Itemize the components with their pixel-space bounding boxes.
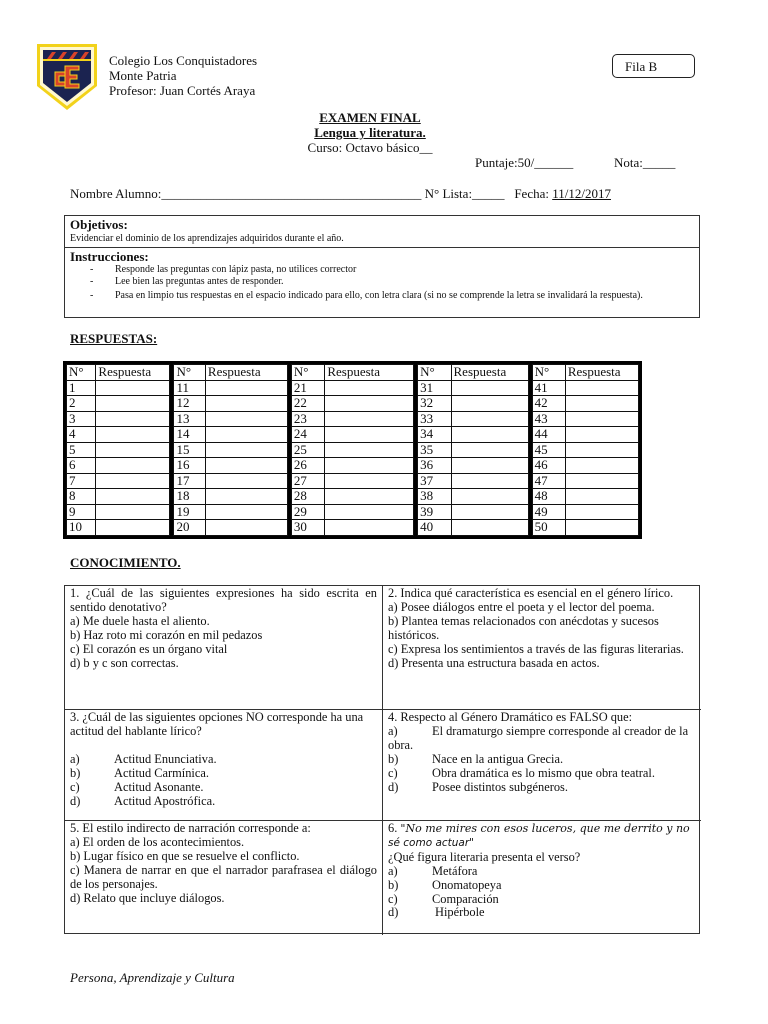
answer-row: [532, 520, 638, 536]
question-number: 27: [291, 473, 324, 489]
answer-row: [291, 504, 413, 520]
question-number: 26: [291, 458, 324, 474]
answer-row: [291, 489, 413, 505]
objectives-section: [65, 216, 699, 248]
answer-row: [174, 458, 287, 474]
course-label: Curso: Octavo básico__: [307, 140, 433, 155]
answer-cell[interactable]: [205, 442, 287, 458]
num-header: N°: [418, 365, 451, 381]
answer-cell[interactable]: [96, 380, 170, 396]
objectives-box: [64, 215, 700, 318]
question-number: 1: [67, 380, 96, 396]
question-2: [383, 586, 701, 710]
answer-header: Respuesta: [205, 365, 287, 381]
answer-row: [174, 380, 287, 396]
option-d: d) Hipérbole: [388, 905, 485, 920]
question-number: 39: [418, 504, 451, 520]
answer-row: [67, 489, 170, 505]
answer-row: [291, 442, 413, 458]
objectives-text: Evidenciar el dominio de los aprendizajes adquiridos durante el año.: [70, 233, 344, 244]
answer-cell[interactable]: [565, 473, 638, 489]
option-d: d) b y c son correctas.: [70, 655, 179, 670]
question-quote: 6. "No me mires con esos luceros, que me derrito y no sé como actuar": [388, 821, 690, 849]
question-number: 8: [67, 489, 96, 505]
answer-row: [174, 520, 287, 536]
option-b: b) Haz roto mi corazón en mil pedazos: [70, 627, 263, 642]
option-d: d) Posee distintos subgéneros.: [388, 779, 568, 794]
option-d: d) Presenta una estructura basada en actos.: [388, 655, 600, 670]
question-number: 9: [67, 504, 96, 520]
answer-row: [174, 396, 287, 412]
puntaje-field: Puntaje:50/______: [475, 155, 574, 170]
answer-cell[interactable]: [451, 396, 528, 412]
option-a: a) Metáfora: [388, 863, 478, 878]
option-d: d) Relato que incluye diálogos.: [70, 890, 225, 905]
answer-cell[interactable]: [451, 520, 528, 536]
knowledge-title: CONOCIMIENTO.: [70, 555, 181, 570]
student-info-row: [70, 186, 695, 202]
answer-cell[interactable]: [325, 427, 414, 443]
answer-row: [418, 504, 528, 520]
answer-cell[interactable]: [565, 396, 638, 412]
question-number: 38: [418, 489, 451, 505]
answer-row: [174, 411, 287, 427]
exam-title: EXAMEN FINAL: [319, 110, 421, 125]
answer-row: [532, 504, 638, 520]
question-number: 44: [532, 427, 565, 443]
answer-row: [67, 520, 170, 536]
question-stem: 3. ¿Cuál de las siguientes opciones NO corresponde ha una actitud del hablante lírico?: [70, 710, 364, 738]
instruction-item: - Pasa en limpio tus respuestas en el espacio indicado para ello, con letra clara (si no se comprende la letra se invalidará la respuesta).: [90, 290, 643, 301]
answer-cell[interactable]: [565, 442, 638, 458]
question-number: 30: [291, 520, 324, 536]
answer-row: [174, 504, 287, 520]
question-number: 25: [291, 442, 324, 458]
question-number: 2: [67, 396, 96, 412]
question-number: 50: [532, 520, 565, 536]
answer-row: [67, 427, 170, 443]
answer-row: [291, 520, 413, 536]
answer-cell[interactable]: [451, 473, 528, 489]
question-number: 32: [418, 396, 451, 412]
school-info: [109, 53, 257, 98]
question-number: 20: [174, 520, 205, 536]
answer-cell[interactable]: [96, 427, 170, 443]
option-a: a) Posee diálogos entre el poeta y el lector del poema.: [388, 599, 655, 614]
answer-header: Respuesta: [96, 365, 170, 381]
answer-row: [291, 458, 413, 474]
question-number: 36: [418, 458, 451, 474]
answer-cell[interactable]: [96, 520, 170, 536]
answer-cell[interactable]: [325, 458, 414, 474]
question-3: [65, 710, 383, 821]
answer-cell[interactable]: [205, 411, 287, 427]
date-value: 11/12/2017: [552, 186, 611, 201]
school-crest-icon: [35, 42, 99, 112]
nota-field: Nota:_____: [614, 155, 676, 170]
instructions-section: [65, 248, 699, 303]
answer-row: [532, 473, 638, 489]
answer-row: [532, 380, 638, 396]
answer-cell[interactable]: [205, 396, 287, 412]
answer-row: [418, 489, 528, 505]
question-number: 22: [291, 396, 324, 412]
answers-header-row: [174, 365, 287, 381]
answer-cell[interactable]: [325, 411, 414, 427]
num-header: N°: [291, 365, 324, 381]
answer-cell[interactable]: [565, 520, 638, 536]
answer-row: [291, 411, 413, 427]
answer-cell[interactable]: [96, 411, 170, 427]
question-number: 31: [418, 380, 451, 396]
answer-row: [174, 442, 287, 458]
option-a: a) El orden de los acontecimientos.: [70, 834, 245, 849]
answer-cell[interactable]: [205, 520, 287, 536]
answer-row: [418, 427, 528, 443]
question-number: 34: [418, 427, 451, 443]
answers-table: [63, 361, 642, 539]
question-number: 11: [174, 380, 205, 396]
school-name: Colegio Los Conquistadores: [109, 53, 258, 68]
answer-row: [291, 427, 413, 443]
option-b: b) Onomatopeya: [388, 877, 502, 892]
answer-row: [532, 458, 638, 474]
list-number-field: N° Lista:_____: [424, 186, 505, 201]
answer-cell[interactable]: [205, 489, 287, 505]
question-1: [65, 586, 383, 710]
answer-cell[interactable]: [451, 458, 528, 474]
subject-title: Lengua y literatura.: [314, 125, 426, 140]
question-number: 13: [174, 411, 205, 427]
answer-cell[interactable]: [205, 380, 287, 396]
question-number: 18: [174, 489, 205, 505]
question-stem: 2. Indica qué característica es esencial en el género lírico.: [388, 586, 674, 600]
answer-row: [67, 458, 170, 474]
answer-row: [291, 380, 413, 396]
question-5: [65, 821, 383, 935]
question-number: 7: [67, 473, 96, 489]
option-c: c) Actitud Asonante.: [70, 779, 204, 794]
question-number: 35: [418, 442, 451, 458]
answer-row: [67, 411, 170, 427]
question-number: 12: [174, 396, 205, 412]
question-number: 19: [174, 504, 205, 520]
option-b: b) Lugar físico en que se resuelve el conflicto.: [70, 848, 300, 863]
answer-cell[interactable]: [325, 504, 414, 520]
option-d: d) Actitud Apostrófica.: [70, 793, 216, 808]
answer-row: [532, 427, 638, 443]
question-number: 49: [532, 504, 565, 520]
teacher-name: Profesor: Juan Cortés Araya: [109, 83, 256, 98]
answer-row: [418, 396, 528, 412]
answers-header-row: [67, 365, 170, 381]
answer-cell[interactable]: [325, 442, 414, 458]
answer-cell[interactable]: [325, 520, 414, 536]
answer-cell[interactable]: [325, 473, 414, 489]
answer-cell[interactable]: [325, 396, 414, 412]
question-number: 16: [174, 458, 205, 474]
answer-cell[interactable]: [205, 458, 287, 474]
option-b: b) Plantea temas relacionados con anécdotas y sucesos históricos.: [388, 613, 659, 642]
objectives-title: Objetivos:: [70, 217, 128, 232]
answer-row: [418, 442, 528, 458]
answer-cell[interactable]: [96, 504, 170, 520]
answer-row: [174, 489, 287, 505]
num-header: N°: [174, 365, 205, 381]
answer-row: [418, 520, 528, 536]
answer-row: [418, 380, 528, 396]
question-number: 47: [532, 473, 565, 489]
question-stem: ¿Qué figura literaria presenta el verso?: [388, 849, 581, 864]
answer-header: Respuesta: [565, 365, 638, 381]
option-c: c) Obra dramática es lo mismo que obra teatral.: [388, 765, 655, 780]
question-number: 10: [67, 520, 96, 536]
question-number: 42: [532, 396, 565, 412]
question-stem: 4. Respecto al Género Dramático es FALSO que:: [388, 710, 633, 724]
answer-cell[interactable]: [205, 473, 287, 489]
question-number: 6: [67, 458, 96, 474]
answer-row: [291, 473, 413, 489]
instructions-title: Instrucciones:: [70, 249, 149, 264]
answer-cell[interactable]: [96, 458, 170, 474]
answer-cell[interactable]: [96, 396, 170, 412]
question-stem: 1. ¿Cuál de las siguientes expresiones ha sido escrita en sentido denotativo?: [70, 586, 377, 614]
answer-cell[interactable]: [451, 489, 528, 505]
answer-cell[interactable]: [565, 489, 638, 505]
question-number: 5: [67, 442, 96, 458]
answer-row: [532, 411, 638, 427]
question-number: 17: [174, 473, 205, 489]
num-header: N°: [532, 365, 565, 381]
answer-row: [67, 396, 170, 412]
question-number: 43: [532, 411, 565, 427]
instruction-item: - Lee bien las preguntas antes de responder.: [90, 276, 284, 287]
answer-cell[interactable]: [205, 504, 287, 520]
question-number: 29: [291, 504, 324, 520]
footer-motto: Persona, Aprendizaje y Cultura: [70, 970, 235, 985]
option-a: a) El dramaturgo siempre corresponde al creador de la obra.: [388, 723, 689, 752]
answers-column-3: [291, 364, 414, 536]
answer-row: [291, 396, 413, 412]
answer-cell[interactable]: [565, 427, 638, 443]
answers-header-row: [291, 365, 413, 381]
answer-cell[interactable]: [325, 380, 414, 396]
fila-label: Fila B: [612, 54, 695, 78]
answer-cell[interactable]: [96, 442, 170, 458]
answers-header-row: [532, 365, 638, 381]
question-6: [383, 821, 701, 935]
question-number: 15: [174, 442, 205, 458]
school-location: Monte Patria: [109, 68, 177, 83]
answer-cell[interactable]: [96, 489, 170, 505]
option-c: c) El corazón es un órgano vital: [70, 641, 228, 656]
option-c: c) Expresa los sentimientos a través de las figuras literarias.: [388, 641, 684, 656]
answer-header: Respuesta: [325, 365, 414, 381]
answers-column-2: [173, 364, 287, 536]
answer-cell[interactable]: [565, 411, 638, 427]
answer-cell[interactable]: [451, 380, 528, 396]
answers-header-row: [418, 365, 528, 381]
answer-row: [67, 442, 170, 458]
answer-row: [418, 458, 528, 474]
option-b: b) Actitud Carmínica.: [70, 765, 209, 780]
answer-row: [174, 473, 287, 489]
question-number: 14: [174, 427, 205, 443]
instruction-item: - Responde las preguntas con lápiz pasta, no utilices corrector: [90, 264, 357, 275]
answers-column-5: [532, 364, 639, 536]
exam-titles: [290, 110, 450, 155]
answer-row: [67, 380, 170, 396]
answer-cell[interactable]: [451, 442, 528, 458]
question-number: 23: [291, 411, 324, 427]
question-number: 3: [67, 411, 96, 427]
answer-row: [532, 442, 638, 458]
student-name-field: Nombre Alumno:________________________________________: [70, 186, 422, 201]
answer-row: [532, 396, 638, 412]
question-4: [383, 710, 701, 821]
instructions-list: [70, 264, 694, 302]
question-number: 4: [67, 427, 96, 443]
answers-title: RESPUESTAS:: [70, 331, 158, 346]
answer-cell[interactable]: [451, 504, 528, 520]
answer-cell[interactable]: [565, 504, 638, 520]
question-stem: 5. El estilo indirecto de narración corresponde a:: [70, 821, 311, 835]
question-number: 46: [532, 458, 565, 474]
answers-column-1: [66, 364, 170, 536]
answer-row: [418, 411, 528, 427]
option-a: a) Actitud Enunciativa.: [70, 751, 217, 766]
question-number: 33: [418, 411, 451, 427]
answer-cell[interactable]: [451, 427, 528, 443]
answer-cell[interactable]: [565, 458, 638, 474]
option-c: c) Comparación: [388, 891, 499, 906]
question-number: 40: [418, 520, 451, 536]
answer-cell[interactable]: [96, 473, 170, 489]
answers-column-4: [417, 364, 528, 536]
question-number: 24: [291, 427, 324, 443]
question-number: 28: [291, 489, 324, 505]
answer-header: Respuesta: [451, 365, 528, 381]
answer-row: [418, 473, 528, 489]
question-number: 48: [532, 489, 565, 505]
date-label: Fecha:: [514, 186, 553, 201]
answer-row: [532, 489, 638, 505]
question-number: 45: [532, 442, 565, 458]
answer-cell[interactable]: [451, 411, 528, 427]
answer-cell[interactable]: [565, 380, 638, 396]
answer-cell[interactable]: [325, 489, 414, 505]
answer-row: [174, 427, 287, 443]
answer-row: [67, 504, 170, 520]
option-b: b) Nace en la antigua Grecia.: [388, 751, 564, 766]
answer-cell[interactable]: [205, 427, 287, 443]
option-a: a) Me duele hasta el aliento.: [70, 613, 210, 628]
question-number: 37: [418, 473, 451, 489]
num-header: N°: [67, 365, 96, 381]
question-number: 41: [532, 380, 565, 396]
answer-row: [67, 473, 170, 489]
option-c: c) Manera de narrar en que el narrador parafrasea el diálogo de los personajes.: [70, 862, 377, 891]
questions-grid: [64, 585, 700, 934]
question-number: 21: [291, 380, 324, 396]
